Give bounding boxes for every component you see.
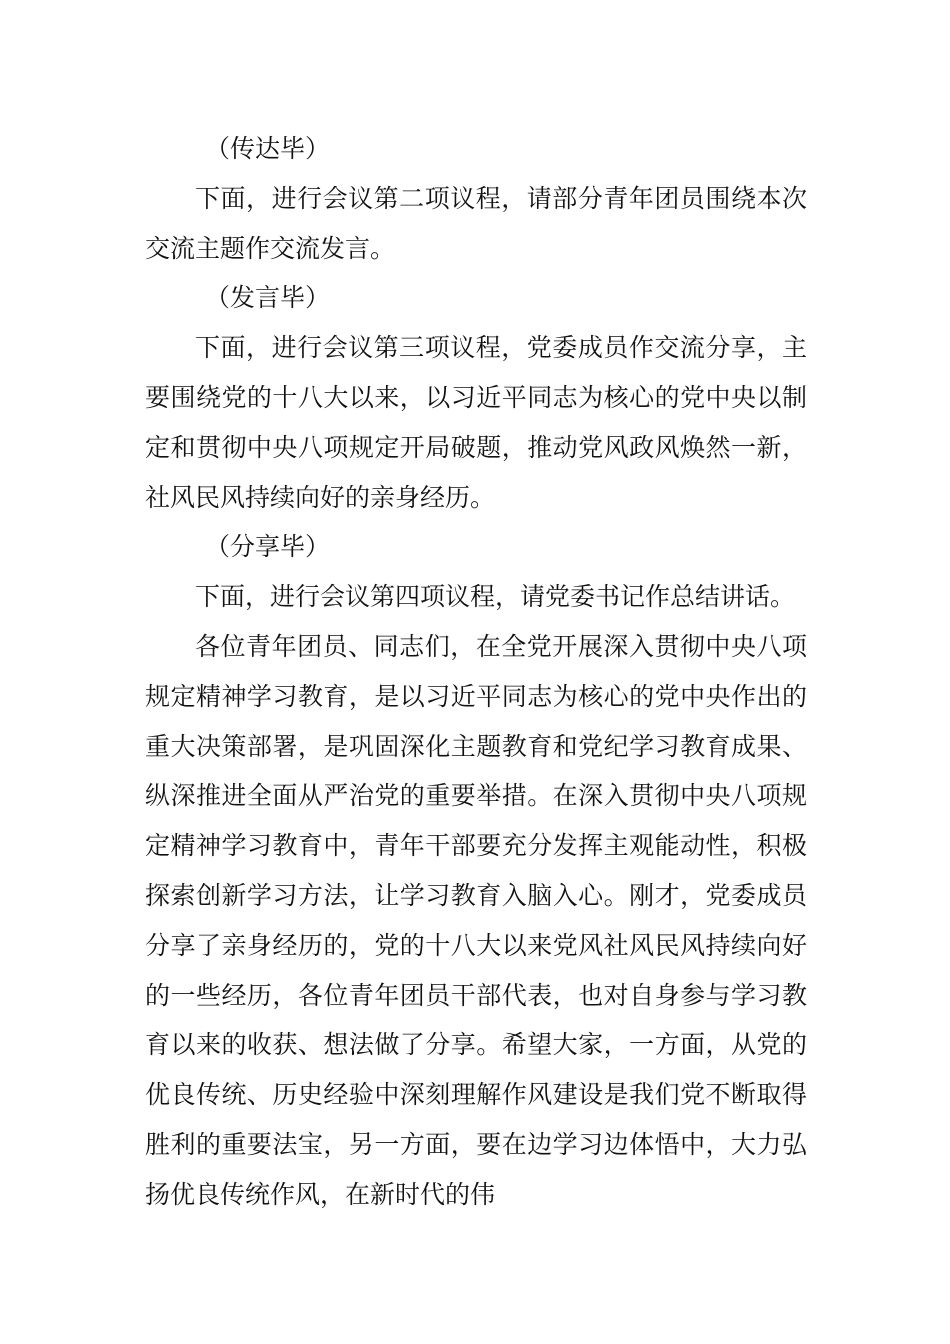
paragraph-agenda-item-four: 下面，进行会议第四项议程，请党委书记作总结讲话。 — [195, 582, 796, 612]
document-body — [145, 124, 807, 1220]
paragraph-note-sharing-finished: （分享毕） — [205, 532, 331, 562]
paragraph-note-speech-finished: （发言毕） — [205, 283, 331, 313]
paragraph-agenda-item-three: 下面，进行会议第三项议程，党委成员作交流分享，主要围绕党的十八大以来，以习近平同志为核心的党中央以制定和贯彻中央八项规定开局破题，推动党风政风焕然一新，社风民风持续向好的亲身经历。 — [145, 333, 807, 512]
paragraph-agenda-item-two: 下面，进行会议第二项议程，请部分青年团员围绕本次交流主题作交流发言。 — [145, 183, 807, 263]
paragraph-summary-speech: 各位青年团员、同志们，在全党开展深入贯彻中央八项规定精神学习教育，是以习近平同志为核心的党中央作出的重大决策部署，是巩固深化主题教育和党纪学习教育成果、纵深推进全面从严治党的重要举措。在深入贯彻中央八项规定精神学习教育中，青年干部要充分发挥主观能动性，积极探索创新学习方法，让学习教育入脑入心。刚才，党委成员分享了亲身经历的，党的十八大以来党风社风民风持续向好的一些经历，各位青年团员干部代表，也对自身参与学习教育以来的收获、想法做了分享。希望大家，一方面，从党的优良传统、历史经验中深刻理解作风建设是我们党不断取得胜利的重要法宝，另一方面，要在边学习边体悟中，大力弘扬优良传统作风，在新时代的伟 — [145, 631, 807, 1209]
paragraph-note-relay-finished: （传达毕） — [205, 134, 331, 163]
